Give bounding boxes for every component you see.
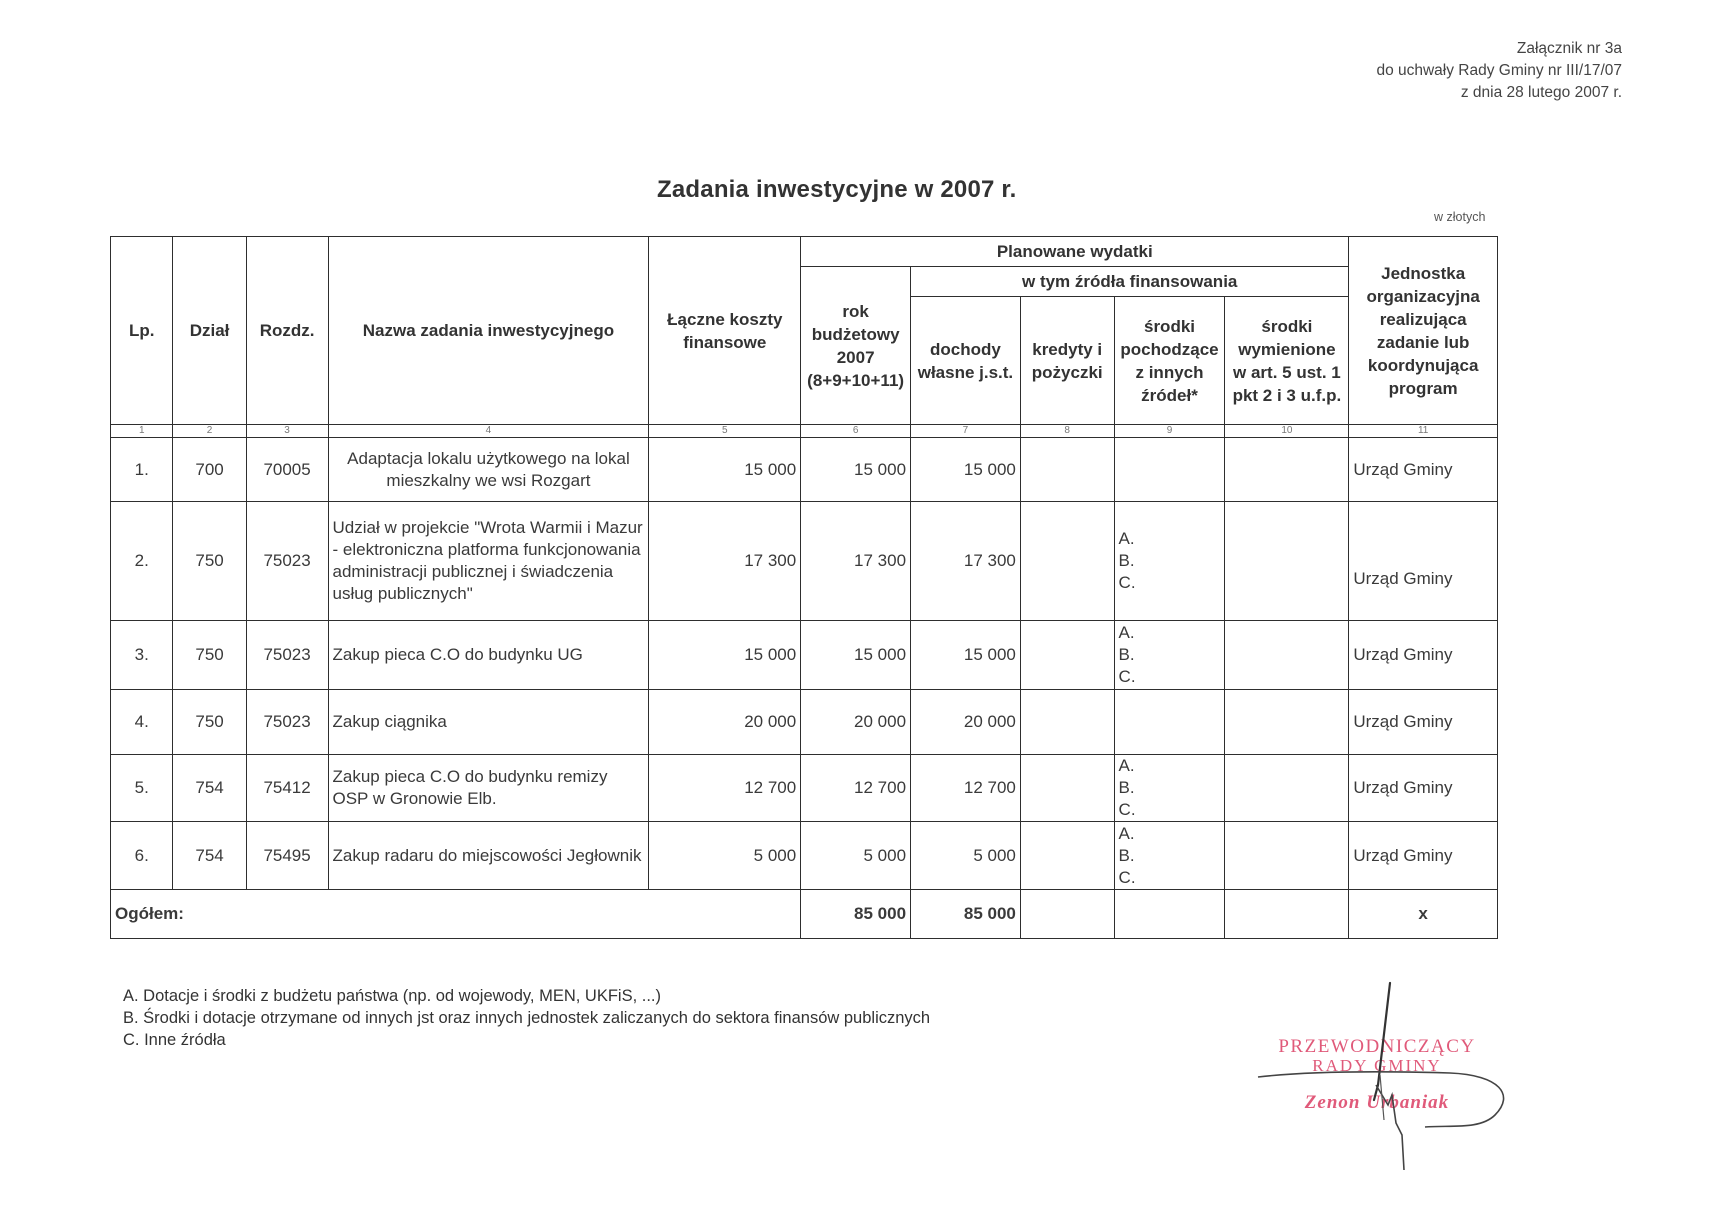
- header-srodki-pochodzace: środki pochodzące z innych źródeł*: [1114, 297, 1225, 425]
- cell-kredyty: [1020, 502, 1114, 621]
- header-rok-budzetowy-label: rok budżetowy 2007: [811, 301, 900, 367]
- cell-srodki-wymienione: [1225, 690, 1349, 755]
- cell-srodki-wymienione: [1225, 438, 1349, 502]
- header-w-tym-zrodla: w tym źródła finansowania: [911, 267, 1349, 297]
- cell-kredyty: [1020, 822, 1114, 890]
- cell-lp: 1.: [111, 438, 173, 502]
- total-kredyty: [1020, 890, 1114, 939]
- column-number: 8: [1020, 425, 1114, 438]
- header-srodki-wymienione: środki wymienione w art. 5 ust. 1 pkt 2 i 3 u.f.p.: [1225, 297, 1349, 425]
- table-row: [111, 502, 1498, 621]
- page-title: Zadania inwestycyjne w 2007 r.: [657, 176, 1017, 203]
- cell-lp: 6.: [111, 822, 173, 890]
- cell-laczne-koszty: 17 300: [649, 502, 801, 621]
- column-number: 2: [173, 425, 246, 438]
- cell-srodki-wymienione: [1225, 621, 1349, 690]
- cell-jednostka: Urząd Gminy: [1349, 690, 1498, 755]
- source-b: B.: [1118, 645, 1135, 664]
- attachment-header: [1376, 38, 1622, 104]
- source-c: C.: [1118, 867, 1136, 887]
- total-row: [111, 890, 1498, 939]
- cell-nazwa: Udział w projekcie "Wrota Warmii i Mazur - elektroniczna platforma funkcjonowania administracji publicznej i świadczenia usług publicznych": [328, 502, 649, 621]
- cell-srodki-wymienione: [1225, 755, 1349, 822]
- table-row: [111, 690, 1498, 755]
- cell-dzial: 750: [173, 690, 246, 755]
- column-number: 9: [1114, 425, 1225, 438]
- total-rok-budzetowy: 85 000: [801, 890, 911, 939]
- total-dochody: 85 000: [911, 890, 1021, 939]
- header-lp: Lp.: [111, 237, 173, 425]
- source-a: A.: [1118, 756, 1135, 775]
- stamp-line-1: PRZEWODNICZĄCY: [1278, 1036, 1476, 1057]
- chairman-stamp: [1262, 1036, 1492, 1114]
- total-srodki-wymienione: [1225, 890, 1349, 939]
- header-dzial: Dział: [173, 237, 246, 425]
- stamp-line-2: RADY GMINY: [1312, 1056, 1442, 1075]
- cell-dochody: 20 000: [911, 690, 1021, 755]
- cell-dochody: 17 300: [911, 502, 1021, 621]
- cell-laczne-koszty: 20 000: [649, 690, 801, 755]
- cell-dochody: 12 700: [911, 755, 1021, 822]
- cell-dochody: 5 000: [911, 822, 1021, 890]
- attachment-line-1: Załącznik nr 3a: [1516, 40, 1622, 57]
- cell-rozdz: 75495: [246, 822, 328, 890]
- cell-kredyty: [1020, 621, 1114, 690]
- column-number-row: [111, 425, 1498, 438]
- cell-rozdz: 70005: [246, 438, 328, 502]
- cell-rok-budzetowy: 5 000: [801, 822, 911, 890]
- header-planowane-wydatki: Planowane wydatki: [801, 237, 1349, 267]
- cell-jednostka: Urząd Gminy: [1349, 502, 1498, 621]
- cell-rok-budzetowy: 15 000: [801, 621, 911, 690]
- cell-srodki-wymienione: [1225, 502, 1349, 621]
- footnote-b: B. Środki i dotacje otrzymane od innych jst oraz innych jednostek zaliczanych do sektora finansów publicznych: [123, 1009, 931, 1027]
- cell-jednostka: Urząd Gminy: [1349, 621, 1498, 690]
- cell-srodki-pochodzace: [1114, 822, 1225, 890]
- header-dochody: dochody własne j.s.t.: [911, 297, 1021, 425]
- cell-rok-budzetowy: 15 000: [801, 438, 911, 502]
- header-rozdz: Rozdz.: [246, 237, 328, 425]
- header-rok-budzetowy-formula: (8+9+10+11): [807, 370, 905, 390]
- attachment-line-3: z dnia 28 lutego 2007 r.: [1460, 84, 1622, 101]
- cell-kredyty: [1020, 755, 1114, 822]
- total-label: Ogółem:: [111, 890, 801, 939]
- total-jednostka: x: [1349, 890, 1498, 939]
- column-number: 4: [328, 425, 649, 438]
- cell-nazwa: Zakup pieca C.O do budynku remizy OSP w Gronowie Elb.: [328, 755, 649, 822]
- cell-dzial: 754: [173, 755, 246, 822]
- cell-laczne-koszty: 15 000: [649, 438, 801, 502]
- cell-srodki-wymienione: [1225, 822, 1349, 890]
- total-srodki-pochodzace: [1114, 890, 1225, 939]
- cell-nazwa: Zakup pieca C.O do budynku UG: [328, 621, 649, 690]
- footnote-a: A. Dotacje i środki z budżetu państwa (np. od wojewody, MEN, UKFiS, ...): [123, 987, 661, 1005]
- source-b: B.: [1118, 778, 1135, 797]
- unit-note: w złotych: [1434, 210, 1486, 224]
- footnote-c: C. Inne źródła: [123, 1031, 226, 1049]
- cell-rozdz: 75023: [246, 690, 328, 755]
- cell-jednostka: Urząd Gminy: [1349, 438, 1498, 502]
- source-c: C.: [1118, 667, 1136, 686]
- header-laczne-koszty: Łączne koszty finansowe: [649, 237, 801, 425]
- source-a: A.: [1118, 623, 1135, 642]
- source-b: B.: [1118, 845, 1135, 865]
- cell-srodki-pochodzace: [1114, 438, 1225, 502]
- cell-srodki-pochodzace: [1114, 502, 1225, 621]
- cell-lp: 4.: [111, 690, 173, 755]
- table-row: [111, 822, 1498, 890]
- stamp-signatory-name: Zenon Urbaniak: [1304, 1092, 1450, 1113]
- cell-jednostka: Urząd Gminy: [1349, 755, 1498, 822]
- column-number: 10: [1225, 425, 1349, 438]
- cell-nazwa: Zakup ciągnika: [328, 690, 649, 755]
- cell-laczne-koszty: 5 000: [649, 822, 801, 890]
- cell-dzial: 750: [173, 502, 246, 621]
- cell-kredyty: [1020, 438, 1114, 502]
- source-a: A.: [1118, 529, 1135, 548]
- cell-nazwa: Zakup radaru do miejscowości Jegłownik: [328, 822, 649, 890]
- footnotes: [123, 985, 930, 1051]
- cell-srodki-pochodzace: [1114, 755, 1225, 822]
- cell-dzial: 750: [173, 621, 246, 690]
- column-number: 1: [111, 425, 173, 438]
- attachment-line-2: do uchwały Rady Gminy nr III/17/07: [1376, 62, 1622, 79]
- column-number: 11: [1349, 425, 1498, 438]
- cell-dochody: 15 000: [911, 438, 1021, 502]
- cell-rozdz: 75412: [246, 755, 328, 822]
- header-kredyty: kredyty i pożyczki: [1020, 297, 1114, 425]
- investment-table: [110, 236, 1498, 939]
- cell-jednostka: Urząd Gminy: [1349, 822, 1498, 890]
- cell-laczne-koszty: 15 000: [649, 621, 801, 690]
- cell-rok-budzetowy: 12 700: [801, 755, 911, 822]
- column-number: 7: [911, 425, 1021, 438]
- source-c: C.: [1118, 800, 1136, 819]
- cell-dzial: 700: [173, 438, 246, 502]
- cell-lp: 3.: [111, 621, 173, 690]
- table-row: [111, 621, 1498, 690]
- column-number: 6: [801, 425, 911, 438]
- cell-rok-budzetowy: 17 300: [801, 502, 911, 621]
- source-a: A.: [1118, 823, 1135, 843]
- header-rok-budzetowy: [801, 267, 911, 425]
- cell-lp: 5.: [111, 755, 173, 822]
- cell-srodki-pochodzace: [1114, 690, 1225, 755]
- table-row: [111, 755, 1498, 822]
- source-c: C.: [1118, 573, 1136, 592]
- cell-nazwa: Adaptacja lokalu użytkowego na lokal mieszkalny we wsi Rozgart: [328, 438, 649, 502]
- header-jednostka: Jednostka organizacyjna realizująca zadanie lub koordynująca program: [1349, 237, 1498, 425]
- column-number: 3: [246, 425, 328, 438]
- cell-rok-budzetowy: 20 000: [801, 690, 911, 755]
- cell-kredyty: [1020, 690, 1114, 755]
- source-b: B.: [1118, 551, 1135, 570]
- cell-rozdz: 75023: [246, 621, 328, 690]
- cell-srodki-pochodzace: [1114, 621, 1225, 690]
- table-row: [111, 438, 1498, 502]
- cell-lp: 2.: [111, 502, 173, 621]
- cell-dochody: 15 000: [911, 621, 1021, 690]
- header-nazwa: Nazwa zadania inwestycyjnego: [328, 237, 649, 425]
- column-number: 5: [649, 425, 801, 438]
- cell-dzial: 754: [173, 822, 246, 890]
- cell-laczne-koszty: 12 700: [649, 755, 801, 822]
- cell-rozdz: 75023: [246, 502, 328, 621]
